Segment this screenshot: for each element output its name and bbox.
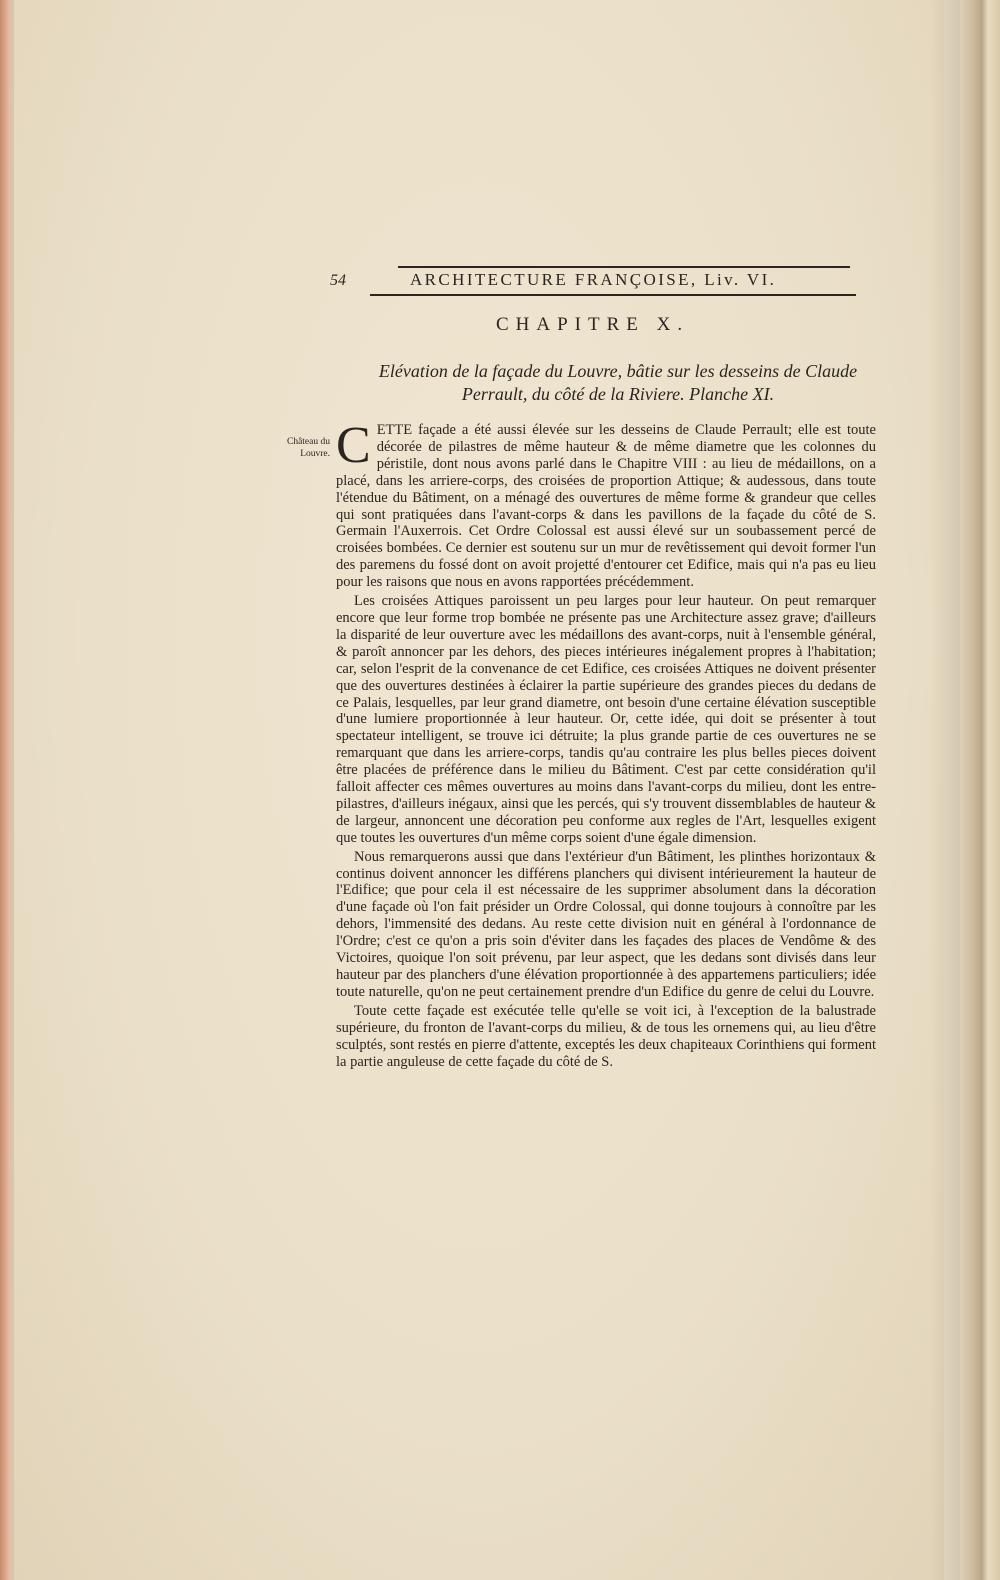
header-rule-top <box>398 266 850 268</box>
page-edge-right <box>960 0 1000 1580</box>
chapter-subtitle: Elévation de la façade du Louvre, bâtie sur les desseins de Claude Perrault, du côté de la Riviere. Planche XI. <box>378 361 858 404</box>
running-title: ARCHITECTURE FRANÇOISE, Liv. VI. <box>410 270 777 289</box>
drop-cap: C <box>336 417 371 474</box>
page-edge-left <box>0 0 14 1580</box>
body-text <box>336 417 876 1072</box>
paragraph-4: Toute cette façade est exécutée telle qu'elle se voit ici, à l'exception de la balustrade supérieure, du fronton de l'avant-corps du milieu, & de tous les ornemens qui, au lieu d'être sculptés, sont restés en pierre d'attente, exceptés les deux chapiteaux Corinthiens qui forment la partie anguleuse de cette façade du côté de S. <box>336 1002 876 1070</box>
binding-shadow <box>930 0 960 1580</box>
paragraph-2: Les croisées Attiques paroissent un peu larges pour leur hauteur. On peut remarquer encore que leur forme trop bombée ne présente pas une Architecture assez grave; d'ailleurs la disparité de leur ouverture avec les médaillons des avant-corps, nuit à l'ensemble général, & paroît annoncer par les dehors, des pieces intérieures inégalement propres à l'habitation; car, selon l'esprit de la convenance de cet Edifice, ces croisées Attiques ne doivent présenter que des ouvertures destinées à éclairer la partie supérieure des grandes pieces du dedans de ce Palais, lesquelles, par leur grand diametre, ont besoin d'une certaine élévation susceptible d'une lumiere proportionnée à leur hauteur. Or, cette idée, qui doit se présenter à tout spectateur intelligent, se trouve ici détruite; la plus grande partie de ces ouvertures ne se remarquant que dans les arriere-corps, tandis qu'au contraire les plus belles pieces doivent être placées de préférence dans le milieu du Bâtiment. C'est par cette considération qu'il falloit affecter ces mêmes ouvertures au moins dans l'avant-corps du milieu, dont les entre-pilastres, d'ailleurs inégaux, ainsi que les percés, qui s'y trouvent dissemblables de hauteur & de largeur, annoncent une décoration peu conforme aux regles de l'Art, lesquelles exigent que toutes les ouvertures d'un même corps soient d'une égale dimension. <box>336 593 876 846</box>
paragraph-3: Nous remarquerons aussi que dans l'extérieur d'un Bâtiment, les plinthes horizontaux & continus doivent annoncer les différens planchers qui divisent intérieurement la hauteur de l'Edifice; que pour cela il est nécessaire de les supprimer absolument dans la décoration d'une façade où l'on fait présider un Ordre Colossal, qui donne toujours à connoître par les dehors, l'immensité des dedans. Au reste cette division nuit en général à l'ordonnance de l'Ordre; c'est ce qu'on a pris soin d'éviter dans les façades des places de Vendôme & des Victoires, quoique l'on soit prévenu, par leur aspect, que les dedans sont divisés dans leur hauteur par des planchers d'une élévation proportionnée à des appartemens particuliers; idée toute naturelle, qu'on ne peut certainement prendre d'un Edifice du genre de celui du Louvre. <box>336 848 876 1000</box>
chapter-title: CHAPITRE X. <box>496 314 690 335</box>
running-header <box>330 258 860 300</box>
margin-note: Château du Louvre. <box>286 437 330 459</box>
page-number: 54 <box>330 272 346 289</box>
paragraph-1-text: ETTE façade a été aussi élevée sur les desseins de Claude Perrault; elle est toute décorée de pilastres de même hauteur & de même diametre que les colonnes du péristile, dont nous avons parlé dans le Chapitre VIII : au lieu de médaillons, on a placé, dans les arriere-corps, des croisées de proportion Attique; & audessous, dans toute l'étendue du Bâtiment, on a ménagé des ouvertures de même forme & grandeur que celles qui sont pratiquées dans l'avant-corps & dans les pavillons de la façade du côté de S. Germain l'Auxerrois. Cet Ordre Colossal est aussi élevé sur un soubassement percé de croisées bombées. Ce dernier est soutenu sur un mur de revêtissement qui devoit former l'un des paremens du fossé dont on avoit projetté d'entourer cet Edifice, mais qui n'a pas eu lieu pour les raisons que nous en avons rapportées précédemment. <box>336 422 876 591</box>
paragraph-1 <box>336 417 876 591</box>
header-rule-bottom <box>370 294 856 296</box>
